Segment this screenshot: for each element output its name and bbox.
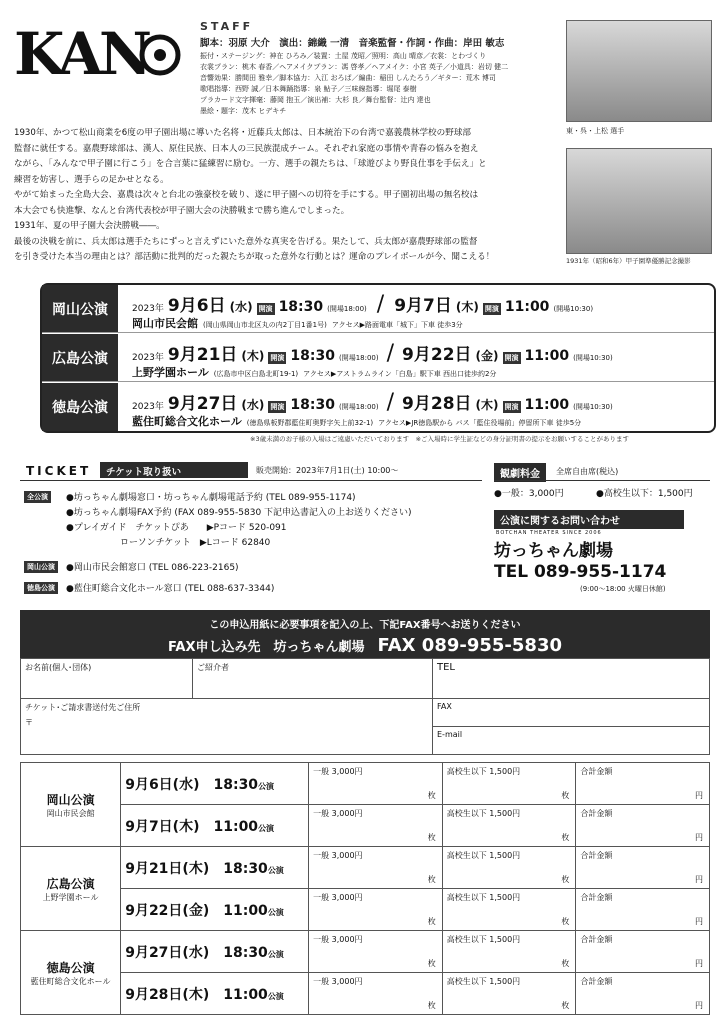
- time: 18:30: [290, 397, 335, 413]
- venue-access: アクセス▶路面電車「城下」下車 徒歩3分: [331, 321, 463, 329]
- student-label: 高校生以下 1,500円: [446, 767, 521, 776]
- kaien-tag: 開演: [270, 403, 285, 411]
- weekday: (木): [475, 398, 499, 412]
- ticket-title: TICKET: [26, 464, 92, 478]
- total-amount[interactable]: [576, 973, 710, 1015]
- general-qty[interactable]: [309, 805, 443, 847]
- total-amount[interactable]: [576, 805, 710, 847]
- student-qty[interactable]: [442, 931, 576, 973]
- staff-line: 歌唱指導：西野 誠／日本舞踊指導：泉 鮎子／三味線指導：堀尾 泰樹: [200, 85, 417, 93]
- synopsis-line: ながら、「みんなで甲子園に行こう」を合言葉に猛練習に励む。一方、選手の親たちは、「球遊びより野良仕事を手伝え」と: [14, 159, 487, 169]
- performance-dates: 2023年 9月6日 (水) 開演 18:30 (開場18:00) / 9月7日 (木) 開演 11:00 (開場10:30): [132, 292, 594, 317]
- contact-tel: TEL 089-955-1174: [494, 562, 667, 582]
- address-field[interactable]: [21, 699, 433, 755]
- venue-address: (岡山県岡山市北区丸の内2丁目1番1号): [203, 321, 327, 329]
- date: 9月21日(木): [125, 860, 210, 877]
- date: 9月28日: [402, 394, 472, 414]
- tokushima-label: 徳島公演: [24, 582, 58, 594]
- staff-line: 墨絵・題字：茂木 ヒデキチ: [200, 107, 287, 115]
- date: 9月28日(木): [125, 986, 210, 1003]
- performance-row: [42, 334, 714, 382]
- year: 2023年: [132, 402, 164, 412]
- email-field[interactable]: [433, 727, 710, 755]
- players-photo-caption: 東・呉・上松 選手: [566, 127, 625, 135]
- total-label: 合計金額: [580, 851, 613, 860]
- unit: 枚: [427, 791, 436, 800]
- contact-form: [20, 658, 710, 755]
- performance-venue: [132, 413, 581, 429]
- unit: 円: [695, 917, 703, 926]
- student-label: 高校生以下 1,500円: [446, 809, 521, 818]
- order-datetime: [121, 847, 309, 889]
- players-photo: [566, 20, 712, 122]
- performance-dates: 2023年 9月21日 (木) 開演 18:30 (開場18:00) / 9月22日 (金) 開演 11:00 (開場10:30): [132, 341, 613, 366]
- performance-venue: [132, 315, 463, 331]
- logo-text: KANO: [14, 3, 60, 22]
- seat-type: 全席自由席(税込): [556, 467, 619, 476]
- time: 11:00: [213, 818, 259, 835]
- date: 9月27日(水): [125, 944, 210, 961]
- unit: 枚: [561, 1001, 570, 1010]
- student-label: 高校生以下 1,500円: [446, 935, 521, 944]
- date: 9月6日(水): [125, 776, 200, 793]
- fax-form-header: [20, 610, 710, 658]
- time: 18:30: [290, 348, 335, 364]
- date: 9月21日: [167, 345, 238, 365]
- open-time: (開場18:00): [338, 354, 379, 362]
- unit: 枚: [427, 875, 436, 884]
- student-qty[interactable]: [442, 805, 576, 847]
- synopsis-line: やがて始まった全島大会、嘉農は次々と台北の強豪校を破り、遂に甲子園への切符を手にする。甲子園初出場の無名校は: [14, 190, 479, 200]
- performance-row: [42, 285, 714, 333]
- unit: 円: [695, 875, 703, 884]
- team-photo-caption: 1931年（昭和6年）甲子園準優勝記念撮影: [566, 257, 691, 265]
- unit: 枚: [561, 833, 570, 842]
- venue-name: 藍住町総合文化ホール: [30, 976, 111, 986]
- total-amount[interactable]: [576, 763, 710, 805]
- time: 18:30: [223, 944, 268, 961]
- unit: 円: [695, 1001, 703, 1010]
- kaien-tag: 開演: [270, 354, 285, 362]
- order-datetime: [121, 805, 309, 847]
- order-city: [21, 763, 121, 847]
- total-label: 合計金額: [580, 977, 613, 986]
- price-band: 観劇料金: [494, 463, 546, 482]
- general-label: 一般 3,000円: [313, 851, 363, 860]
- open-time: (開場10:30): [573, 403, 613, 411]
- synopsis: [14, 126, 562, 266]
- performance-schedule: [40, 283, 716, 433]
- kouen: 公演: [267, 949, 284, 959]
- ticket-line: ●プレイガイド チケットぴあ ▶Pコード 520-091: [66, 523, 287, 533]
- order-city: [21, 847, 121, 931]
- general-label: 一般 3,000円: [313, 977, 363, 986]
- order-row: [21, 931, 710, 973]
- venue-address: (徳島県板野郡藍住町奥野字矢上前32-1): [246, 419, 374, 427]
- email-label: E-mail: [437, 730, 463, 739]
- weekday: (金): [475, 349, 499, 363]
- theater-name: 坊っちゃん劇場: [494, 541, 613, 561]
- order-table: [20, 762, 710, 1015]
- synopsis-line: 1931年、夏の甲子園大会決勝戦――。: [14, 221, 165, 231]
- time: 11:00: [223, 902, 268, 919]
- ticket-band: チケット取り扱い: [100, 462, 248, 478]
- kouen: 公演: [267, 907, 284, 917]
- order-row: [21, 973, 710, 1015]
- city-name: 広島公演: [46, 876, 95, 891]
- svg-text:KAN: KAN: [14, 20, 149, 88]
- form-instruction: この申込用紙に必要事項を記入の上、下記FAX番号へお送りください: [209, 620, 521, 631]
- order-row: [21, 763, 710, 805]
- staff-line: 音響効果：勝間田 雅幸／脚本協力：入江 おろぱ／編曲：稲田 しんたろう／ギター：荒木 博司: [200, 74, 496, 82]
- venue-access: アクセス▶JR徳島駅から バス「藍住役場前」停留所下車 徒歩5分: [378, 419, 582, 427]
- synopsis-line: 最後の決戦を前に、兵太郎は選手たちにずっと言えずにいた意外な真実を告げる。果たして、兵太郎が嘉農野球部の監督: [14, 236, 478, 247]
- unit: 枚: [561, 875, 570, 884]
- venue-access: アクセス▶アストラムライン「白島」駅下車 西出口徒歩約2分: [303, 370, 497, 378]
- price-general: ●一般：3,000円: [494, 489, 564, 499]
- staff-line: プラカード文字揮毫：藤岡 抱玉／演出補：大杉 良／舞台監督：辻内 達也: [200, 96, 431, 104]
- kano-logo: [14, 3, 184, 88]
- name-label: お名前(個人･団体): [25, 663, 92, 672]
- performance-city: 広島公演: [42, 334, 118, 381]
- ticket-line: ローソンチケット ▶Lコード 62840: [120, 538, 271, 548]
- venue-name: 岡山市民会館: [46, 808, 95, 818]
- student-qty[interactable]: [442, 889, 576, 931]
- ticket-line: ●藍住町総合文化ホール窓口 (TEL 088-637-3344): [66, 584, 275, 594]
- general-label: 一般 3,000円: [313, 935, 363, 944]
- ticket-line: ●坊っちゃん劇場窓口・坊っちゃん劇場電話予約 (TEL 089-955-1174): [66, 493, 356, 503]
- kouen: 公演: [267, 865, 284, 875]
- time: 11:00: [524, 348, 570, 364]
- total-label: 合計金額: [580, 935, 613, 944]
- unit: 枚: [427, 833, 436, 842]
- synopsis-line: 本大会でも快進撃、なんと台湾代表校が甲子園大会の決勝戦まで勝ち進んでしまった。: [14, 205, 350, 216]
- staff-title: STAFF: [200, 20, 254, 33]
- open-time: (開場10:30): [573, 354, 613, 362]
- total-label: 合計金額: [580, 767, 613, 776]
- ticket-divider: [20, 480, 482, 481]
- time: 11:00: [223, 986, 268, 1003]
- synopsis-line: を引き受けた本当の理由とは？部活動に批判的だった親たちが取った意外な行動とは？運命のプレイボールが今、聞こえる！: [14, 252, 495, 262]
- performance-row: [42, 383, 714, 431]
- general-label: 一般 3,000円: [313, 767, 363, 776]
- year: 2023年: [132, 353, 164, 363]
- order-city: [21, 931, 121, 1015]
- kaien-tag: 開演: [504, 354, 519, 362]
- order-datetime: [121, 931, 309, 973]
- time: 18:30: [223, 860, 268, 877]
- weekday: (木): [241, 349, 265, 363]
- total-amount[interactable]: [576, 931, 710, 973]
- general-qty[interactable]: [309, 931, 443, 973]
- introducer-field[interactable]: [193, 659, 433, 699]
- synopsis-line: 監督に就任する。嘉農野球部は、漢人、原住民族、日本人の三民族混成チーム。それぞれ家庭の事情や青春の悩みを抱え: [14, 143, 479, 154]
- unit: 枚: [561, 917, 570, 926]
- open-time: (開場10:30): [553, 305, 594, 313]
- general-qty[interactable]: [309, 973, 443, 1015]
- unit: 枚: [427, 1001, 436, 1010]
- kouen: 公演: [258, 823, 275, 833]
- time: 18:30: [213, 776, 259, 793]
- general-label: 一般 3,000円: [313, 893, 363, 902]
- introducer-label: ご紹介者: [197, 663, 229, 672]
- student-label: 高校生以下 1,500円: [446, 893, 521, 902]
- open-time: (開場18:00): [327, 305, 367, 313]
- synopsis-line: 1930年、かつて松山商業を6度の甲子園出場に導いた名将・近藤兵太郎は、日本統治下の台湾で嘉義農林学校の野球部: [14, 128, 472, 138]
- contact-band: 公演に関するお問い合わせ: [494, 510, 684, 529]
- name-field[interactable]: [21, 659, 193, 699]
- date: 9月22日: [402, 345, 472, 365]
- kaien-tag: 開演: [258, 305, 273, 313]
- student-label: 高校生以下 1,500円: [446, 977, 521, 986]
- unit: 枚: [561, 959, 570, 968]
- unit: 円: [695, 791, 703, 800]
- ticket-line: ●岡山市民会館窓口 (TEL 086-223-2165): [66, 563, 239, 573]
- general-qty[interactable]: [309, 889, 443, 931]
- weekday: (水): [229, 300, 253, 314]
- tel-label: TEL: [437, 662, 455, 673]
- form-fax-to: FAX申し込み先 坊っちゃん劇場: [168, 640, 365, 655]
- unit: 枚: [561, 791, 570, 800]
- price-divider: [494, 480, 710, 481]
- date: 9月22日(金): [125, 902, 210, 919]
- total-amount[interactable]: [576, 889, 710, 931]
- student-qty[interactable]: [442, 973, 576, 1015]
- staff-line: 振付・ステージング：神在 ひろみ／装置：土屋 茂昭／照明：高山 晴彦／衣裳：とわづくり: [200, 52, 487, 60]
- kouen: 公演: [267, 991, 284, 1001]
- unit: 枚: [427, 917, 436, 926]
- order-datetime: [121, 973, 309, 1015]
- order-datetime: [121, 889, 309, 931]
- open-time: (開場18:00): [338, 403, 379, 411]
- student-label: 高校生以下 1,500円: [446, 851, 521, 860]
- price-student: ●高校生以下：1,500円: [596, 489, 693, 499]
- postal-mark: 〒: [25, 718, 33, 727]
- form-fax-number: FAX 089-955-5830: [377, 635, 562, 656]
- tel-field[interactable]: [433, 659, 710, 699]
- order-row: [21, 847, 710, 889]
- venue-address: (広島市中区白島北町19-1): [213, 370, 299, 378]
- date: 9月7日(木): [125, 818, 200, 835]
- order-datetime: [121, 763, 309, 805]
- weekday: (木): [455, 300, 479, 314]
- date: 9月27日: [167, 394, 238, 414]
- city-name: 徳島公演: [46, 960, 95, 975]
- team-photo: [566, 148, 712, 254]
- date: 9月7日: [394, 296, 452, 316]
- staff-line: 衣裳プラン：桃木 春香／ヘアメイクプラン：馮 啓孝／ヘアメイク：小宮 英子／小道具：岩切 健二: [200, 63, 509, 71]
- kaien-tag: 開演: [504, 403, 519, 411]
- general-qty[interactable]: [309, 847, 443, 889]
- staff-credits: [200, 36, 550, 117]
- address-label: チケット･ご請求書送付先ご住所: [25, 703, 141, 712]
- ticket-line: ●坊っちゃん劇場FAX予約 (FAX 089-955-5830 下記申込書記入の上お送りください): [66, 508, 412, 518]
- admission-notes: ※3歳未満のお子様の入場はご遠慮いただいております ※ご入場時に学生証などの身分証明書の提示をお願いすることがあります: [250, 435, 630, 443]
- date: 9月6日: [167, 296, 226, 316]
- venue-name: 藍住町総合文化ホール: [132, 415, 242, 428]
- time: 11:00: [524, 397, 570, 413]
- okayama-label: 岡山公演: [24, 561, 58, 573]
- all-label: 全公演: [24, 491, 51, 503]
- sale-start: 販売開始：2023年7月1日(土) 10:00～: [256, 466, 399, 475]
- kaien-tag: 開演: [484, 305, 499, 313]
- total-label: 合計金額: [580, 893, 613, 902]
- city-name: 岡山公演: [46, 792, 95, 807]
- unit: 枚: [427, 959, 436, 968]
- time: 18:30: [278, 299, 324, 315]
- time: 11:00: [504, 299, 550, 315]
- venue-name: 上野学園ホール: [132, 366, 209, 379]
- order-row: [21, 889, 710, 931]
- fax-field[interactable]: [433, 699, 710, 727]
- performance-venue: [132, 364, 496, 380]
- total-amount[interactable]: [576, 847, 710, 889]
- year: 2023年: [132, 304, 164, 314]
- student-qty[interactable]: [442, 763, 576, 805]
- kouen: 公演: [258, 781, 275, 791]
- unit: 円: [695, 959, 703, 968]
- general-label: 一般 3,000円: [313, 809, 363, 818]
- performance-city: 岡山公演: [42, 285, 118, 332]
- theater-en: BOTCHAN THEATER SINCE 2006: [496, 530, 602, 536]
- student-qty[interactable]: [442, 847, 576, 889]
- fax-label: FAX: [437, 702, 452, 711]
- general-qty[interactable]: [309, 763, 443, 805]
- venue-name: 上野学園ホール: [42, 892, 99, 902]
- performance-dates: 2023年 9月27日 (水) 開演 18:30 (開場18:00) / 9月28日 (木) 開演 11:00 (開場10:30): [132, 390, 613, 415]
- weekday: (水): [241, 398, 265, 412]
- synopsis-line: 練習を妨害し、選手らの足かせとなる。: [14, 174, 169, 185]
- performance-city: 徳島公演: [42, 383, 118, 431]
- staff-line: 脚本：羽原 大介 演出：錦織 一清 音楽監督・作詞・作曲：岸田 敏志: [200, 38, 505, 49]
- unit: 円: [695, 833, 703, 842]
- contact-hours: (9:00～18:00 火曜日休館): [580, 585, 666, 593]
- venue-name: 岡山市民会館: [132, 317, 198, 330]
- order-row: [21, 805, 710, 847]
- total-label: 合計金額: [580, 809, 613, 818]
